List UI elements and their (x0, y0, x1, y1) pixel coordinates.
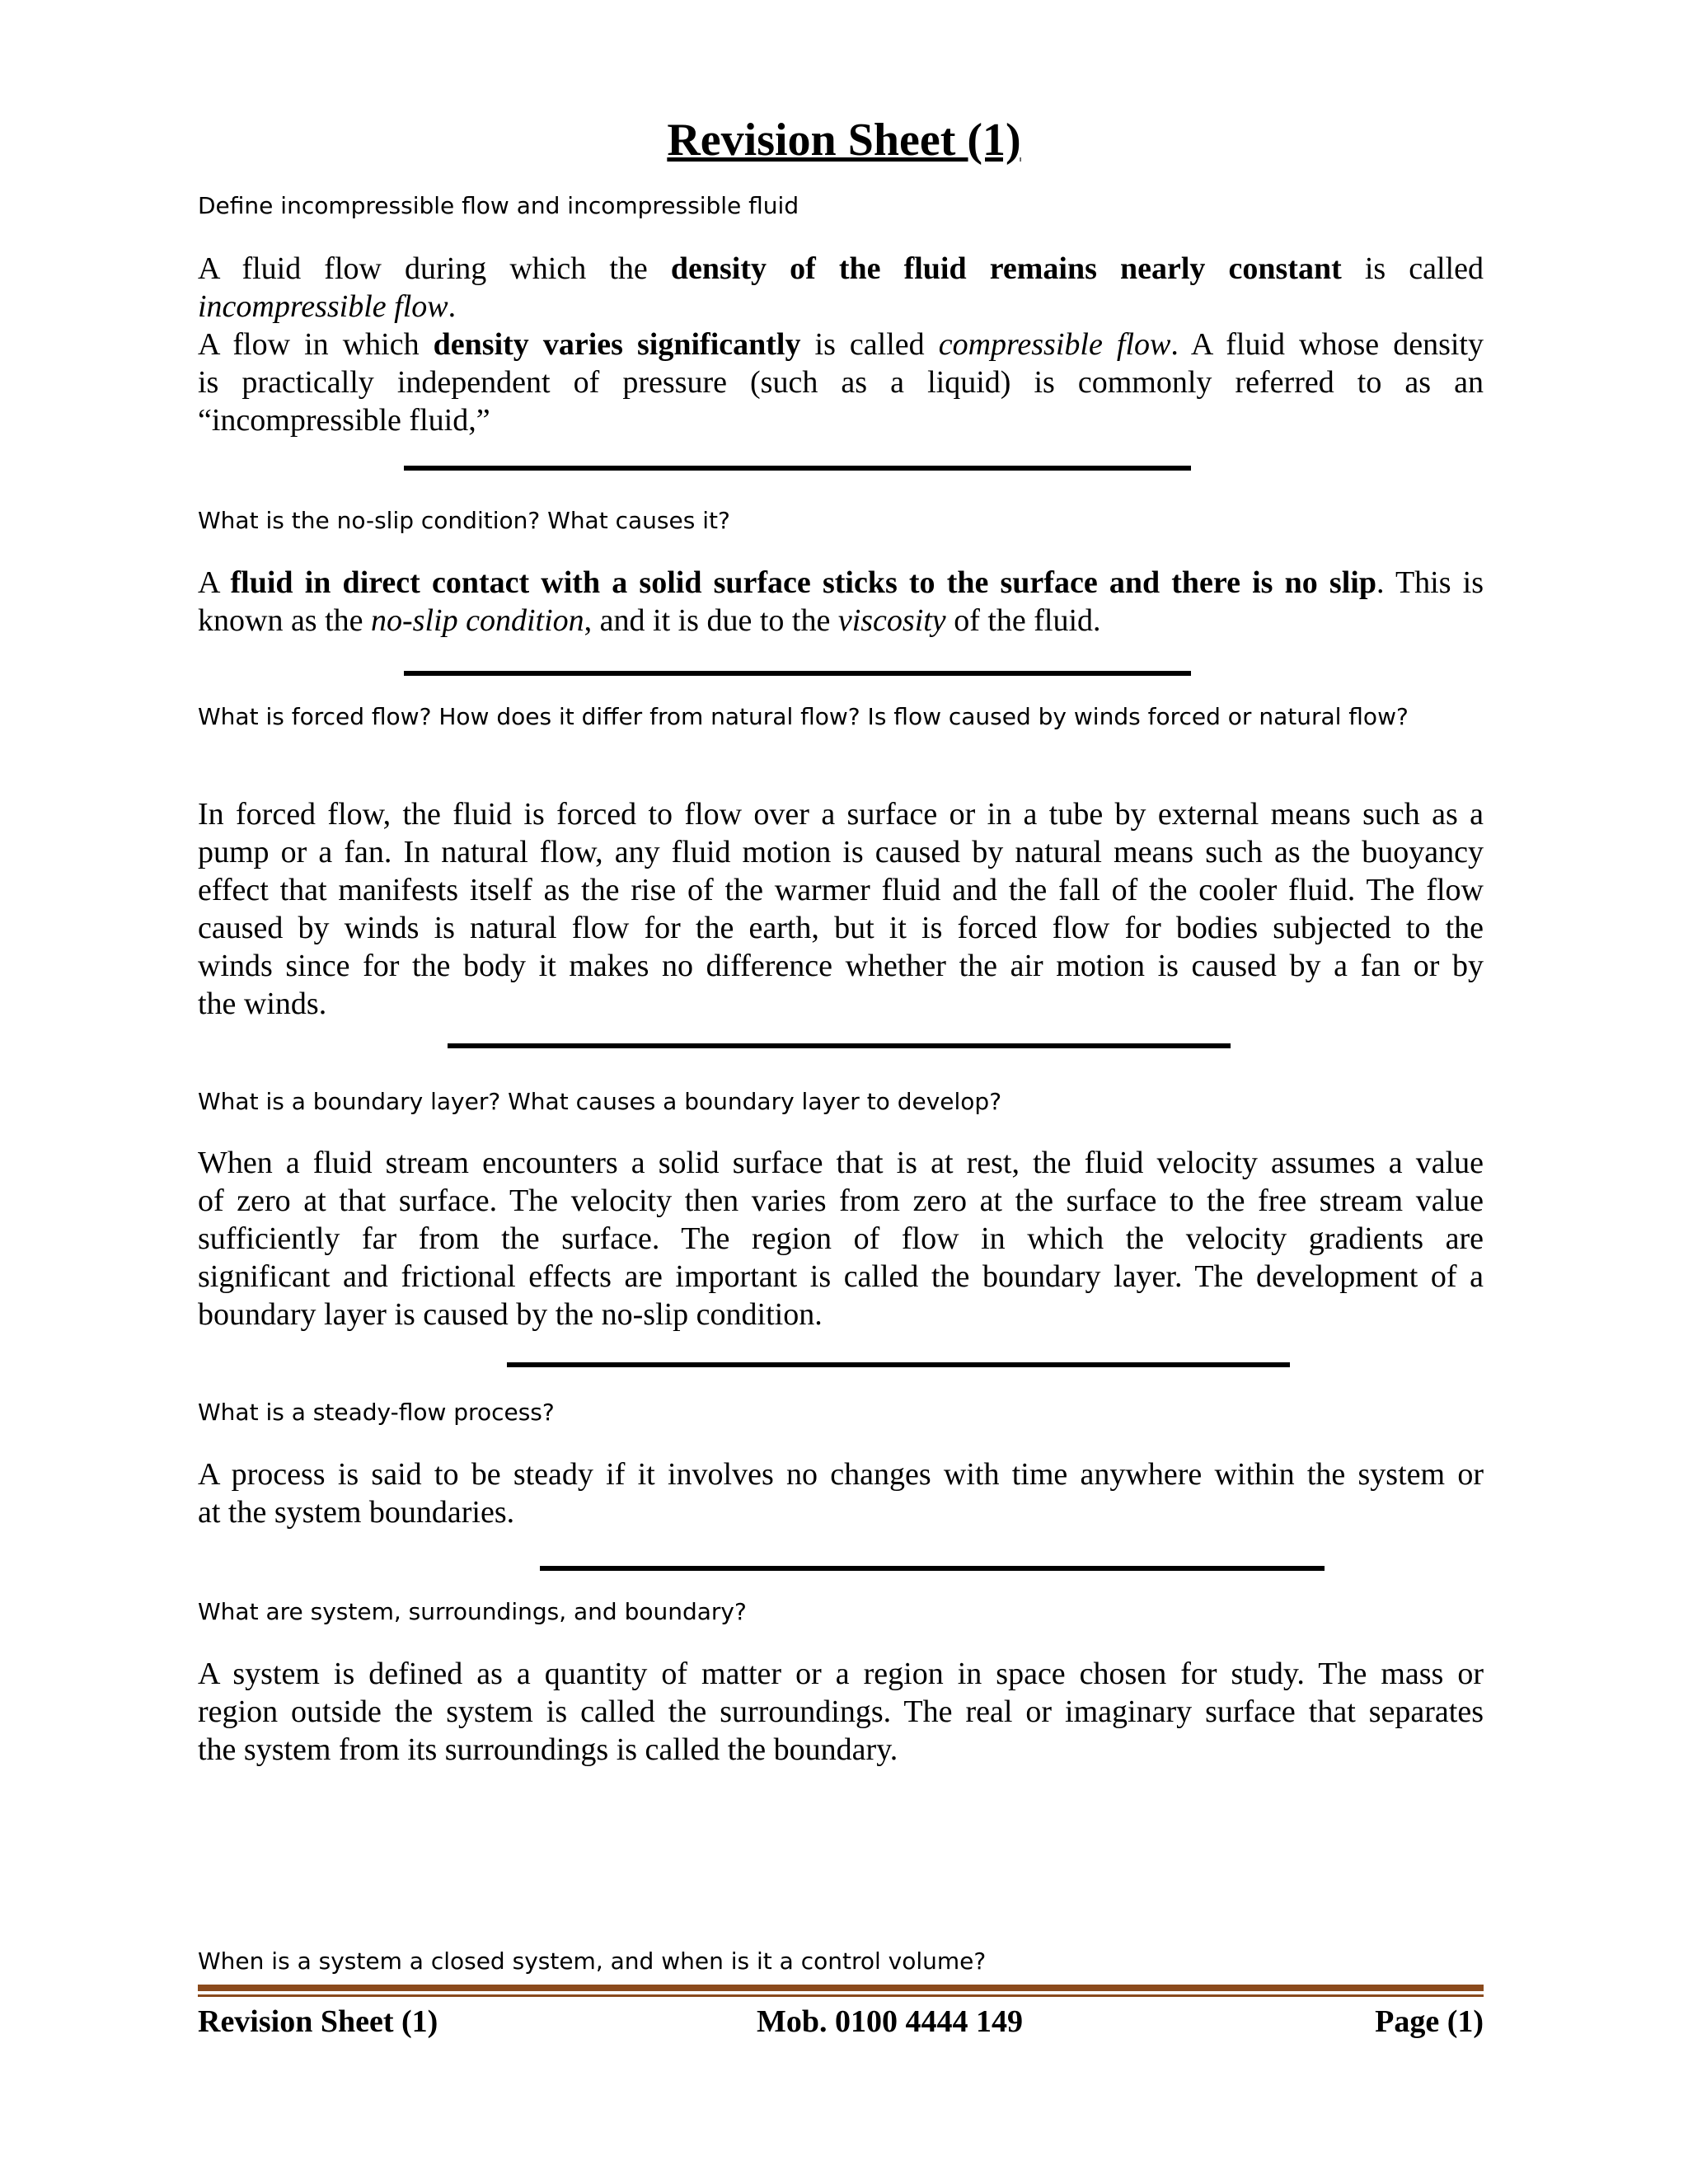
answer-line: boundary layer is caused by the no-slip condition. (198, 1297, 823, 1332)
answer-line: pump or a fan. In natural flow, any fluid motion is caused by natural means such as the buoyancy (198, 835, 1484, 869)
answer-line: region outside the system is called the surroundings. The real or imaginary surface that separates (198, 1694, 1484, 1729)
answer-boundary-layer (198, 1144, 1484, 1333)
answer-line: of zero at that surface. The velocity then varies from zero at the surface to the free stream value (198, 1183, 1484, 1218)
answer-line: is practically independent of pressure (such as a liquid) is commonly referred to as an (198, 365, 1484, 400)
footer-title: Revision Sheet (1) (198, 2004, 438, 2039)
section-divider (404, 671, 1191, 676)
section-divider (507, 1362, 1290, 1367)
answer-line: the system from its surroundings is called the boundary. (198, 1732, 898, 1767)
answer-line: A process is said to be steady if it involves no changes with time anywhere within the system or (198, 1457, 1484, 1492)
answer-line: “incompressible fluid,” (198, 403, 490, 438)
footer-rule-thin (198, 1994, 1484, 1997)
question-incompressible-flow: Define incompressible flow and incompressible fluid (198, 192, 799, 219)
answer-line: A system is defined as a quantity of matter or a region in space chosen for study. The mass or (198, 1657, 1484, 1691)
section-divider (404, 466, 1191, 471)
question-system-surroundings: What are system, surroundings, and boundary? (198, 1598, 747, 1625)
answer-line: at the system boundaries. (198, 1495, 515, 1530)
footer-mobile: Mob. 0100 4444 149 (757, 2004, 1023, 2039)
answer-no-slip (198, 564, 1484, 640)
answer-line: effect that manifests itself as the rise of the warmer fluid and the fall of the cooler fluid. The flow (198, 873, 1484, 907)
answer-line: incompressible flow. (198, 289, 457, 324)
answer-line: the winds. (198, 987, 327, 1021)
answer-line: A fluid flow during which the density of the fluid remains nearly constant is called (198, 251, 1484, 286)
answer-line: caused by winds is natural flow for the earth, but it is forced flow for bodies subjected to the (198, 911, 1484, 945)
question-closed-system: When is a system a closed system, and when is it a control volume? (198, 1947, 987, 1975)
section-divider (540, 1566, 1325, 1571)
footer-rule (198, 1985, 1484, 1991)
answer-line: When a fluid stream encounters a solid surface that is at rest, the fluid velocity assumes a value (198, 1146, 1484, 1180)
answer-incompressible-flow (198, 250, 1484, 439)
answer-line: sufficiently far from the surface. The region of flow in which the velocity gradients are (198, 1221, 1484, 1256)
page-title: Revision Sheet (1) (667, 115, 1021, 166)
answer-line: A flow in which density varies significantly is called compressible flow. A fluid whose density (198, 327, 1484, 362)
answer-line: winds since for the body it makes no difference whether the air motion is caused by a fan or by (198, 949, 1484, 983)
answer-line: A fluid in direct contact with a solid surface sticks to the surface and there is no slip. This is (198, 565, 1484, 600)
question-boundary-layer: What is a boundary layer? What causes a boundary layer to develop? (198, 1088, 1002, 1115)
answer-forced-flow (198, 795, 1484, 1023)
answer-line: significant and frictional effects are important is called the boundary layer. The development of a (198, 1259, 1484, 1294)
answer-steady-flow (198, 1455, 1484, 1531)
question-forced-flow: What is forced flow? How does it differ from natural flow? Is flow caused by winds forced or natural flow? (198, 703, 1409, 730)
section-divider (448, 1043, 1231, 1048)
answer-line: In forced flow, the fluid is forced to flow over a surface or in a tube by external means such as a (198, 797, 1484, 832)
answer-line: known as the no-slip condition, and it is due to the viscosity of the fluid. (198, 603, 1101, 638)
question-no-slip: What is the no-slip condition? What causes it? (198, 507, 730, 534)
question-steady-flow: What is a steady-flow process? (198, 1399, 555, 1426)
footer-page-number: Page (1) (1375, 2004, 1484, 2039)
answer-system-surroundings (198, 1655, 1484, 1769)
